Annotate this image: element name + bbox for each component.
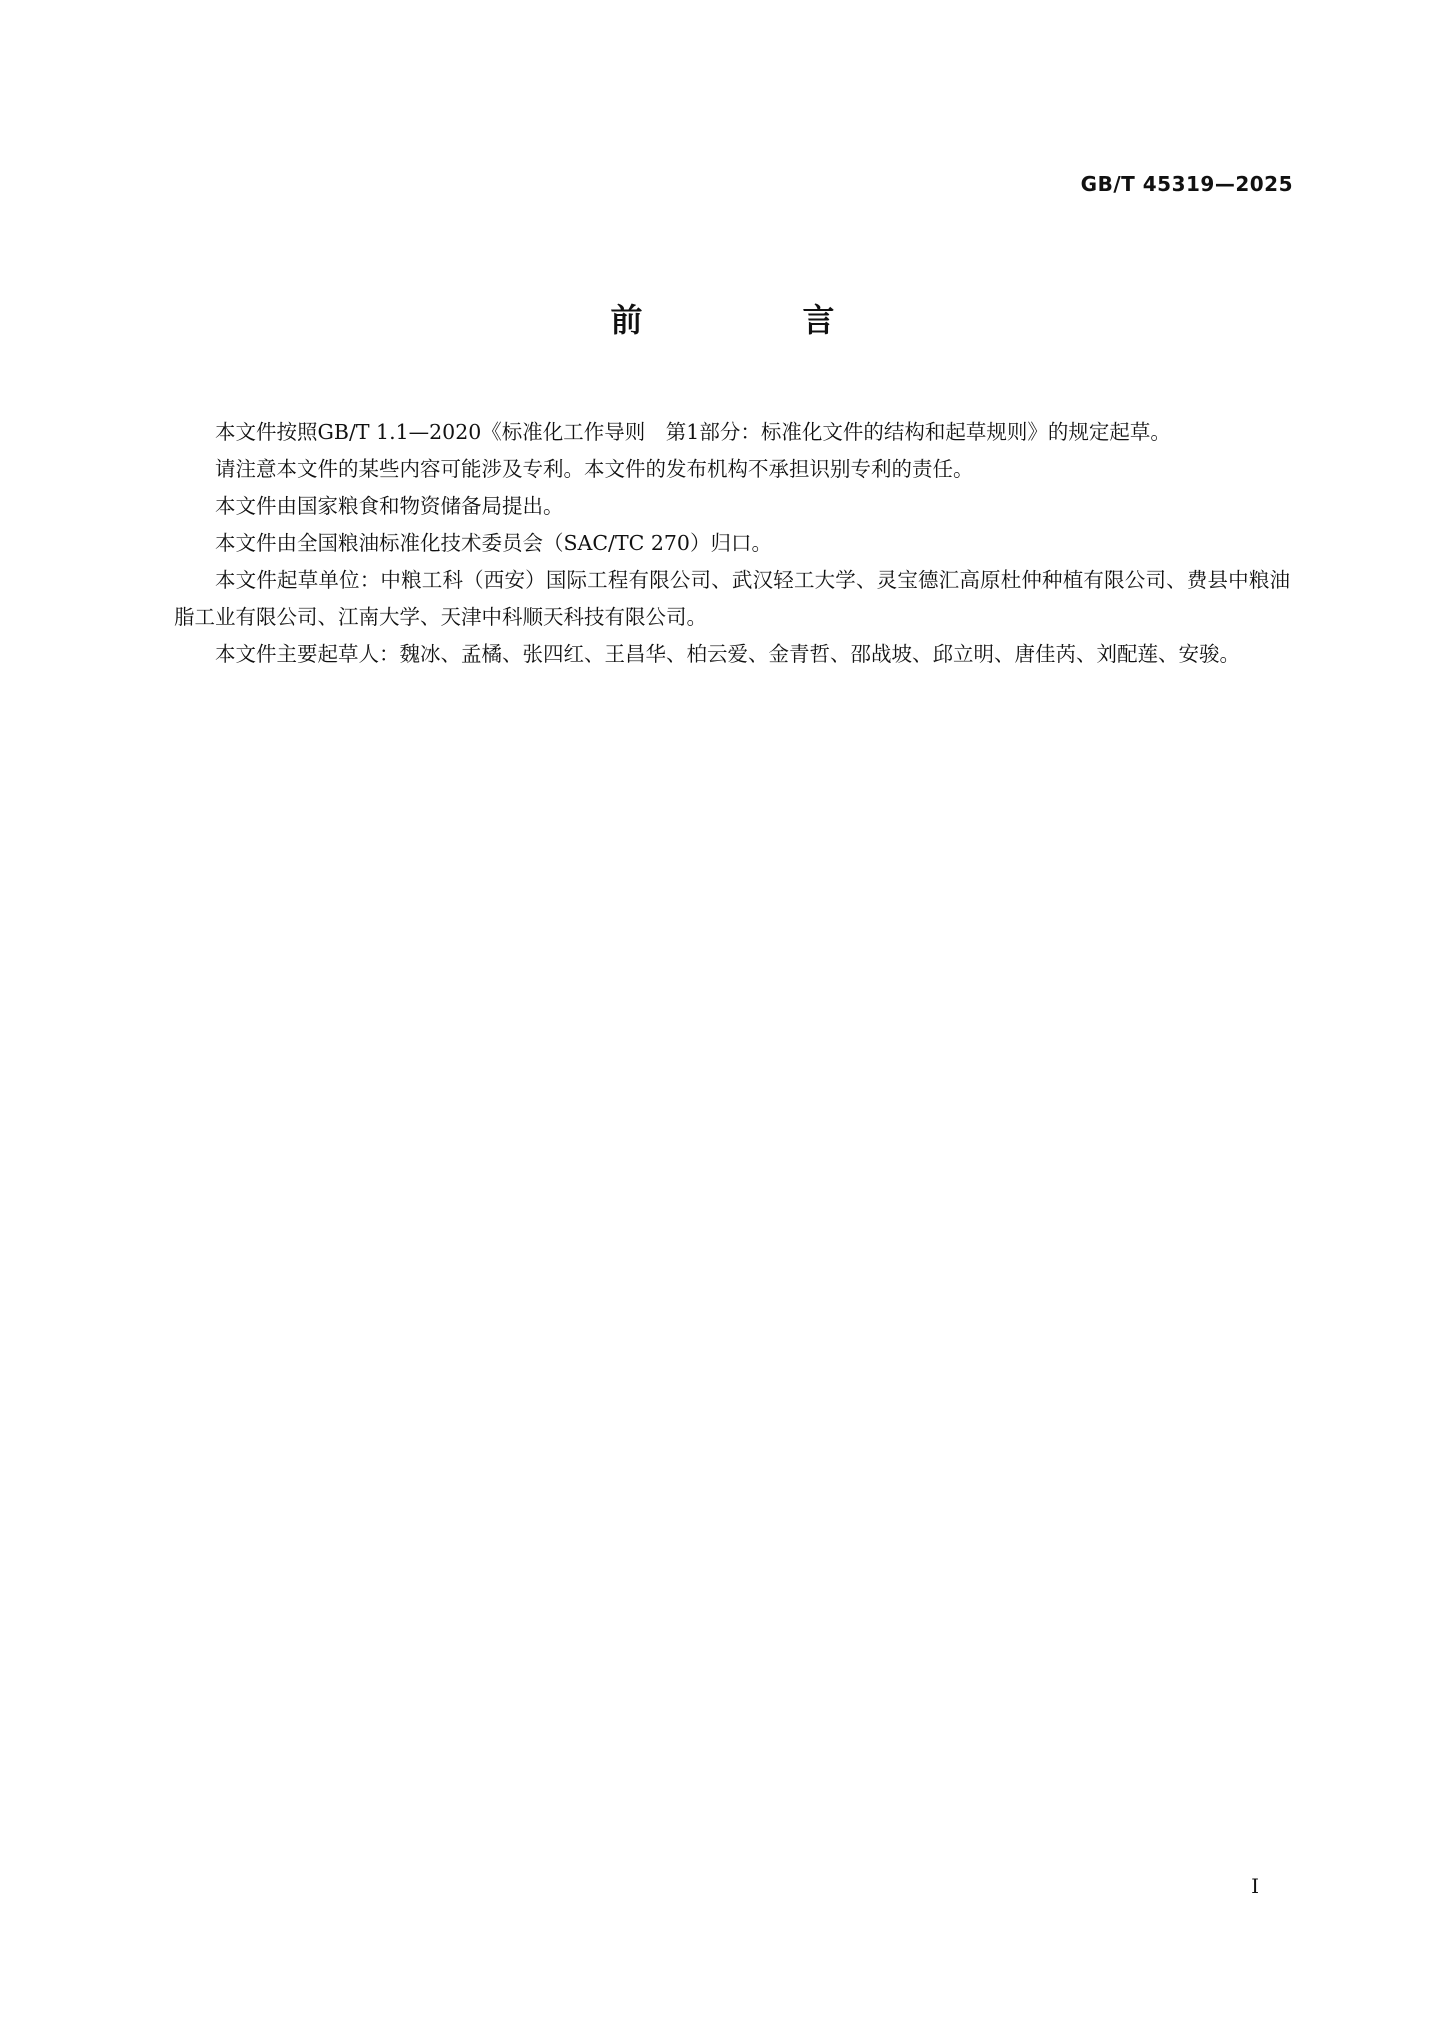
page-title: 前 言 — [610, 301, 899, 339]
foreword-body — [174, 414, 1290, 673]
paragraph-patent-notice: 请注意本文件的某些内容可能涉及专利。本文件的发布机构不承担识别专利的责任。 — [215, 457, 974, 481]
standard-code: GB/T 45319—2025 — [1080, 172, 1293, 196]
paragraph-proposer: 本文件由国家粮食和物资储备局提出。 — [215, 494, 564, 518]
paragraph-drafters: 本文件主要起草人：魏冰、孟橘、张四红、王昌华、柏云爱、金青哲、邵战坡、邱立明、唐佳芮、刘配莲、安骏。 — [215, 642, 1240, 666]
paragraph-drafting-units: 本文件起草单位：中粮工科（西安）国际工程有限公司、武汉轻工大学、灵宝德汇高原杜仲种植有限公司、费县中粮油脂工业有限公司、江南大学、天津中科顺天科技有限公司。 — [174, 568, 1290, 629]
paragraph-technical-committee: 本文件由全国粮油标准化技术委员会（SAC/TC 270）归口。 — [215, 531, 772, 555]
paragraph-drafting-rules: 本文件按照GB/T 1.1—2020《标准化工作导则 第1部分：标准化文件的结构和起草规则》的规定起草。 — [215, 420, 1171, 444]
page-number: I — [1251, 1874, 1259, 1898]
